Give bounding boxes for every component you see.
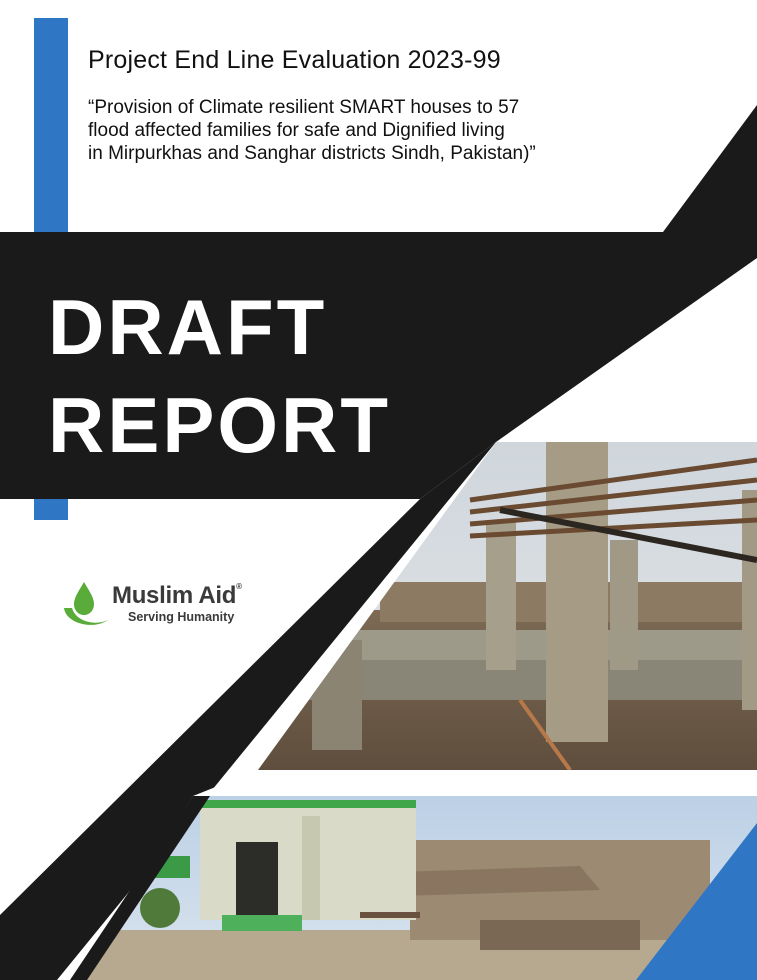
registered-mark: ® — [236, 582, 242, 591]
logo-name: Muslim Aid® — [112, 582, 242, 609]
water-drop-swoosh-icon — [62, 578, 110, 630]
subtitle-line: “Provision of Climate resilient SMART houses to 57 — [88, 97, 520, 118]
report-subtitle — [88, 96, 536, 165]
subtitle-line: flood affected families for safe and Dignified living — [88, 120, 505, 141]
logo-tagline: Serving Humanity — [128, 610, 235, 624]
diagonal-stripe-white — [193, 770, 757, 796]
heading-report: REPORT — [48, 381, 392, 469]
heading-draft: DRAFT — [48, 283, 328, 371]
muslim-aid-logo — [62, 576, 262, 632]
subtitle-line: in Mirpurkhas and Sanghar districts Sindh, Pakistan)” — [88, 143, 536, 164]
report-title: Project End Line Evaluation 2023-99 — [88, 46, 501, 74]
